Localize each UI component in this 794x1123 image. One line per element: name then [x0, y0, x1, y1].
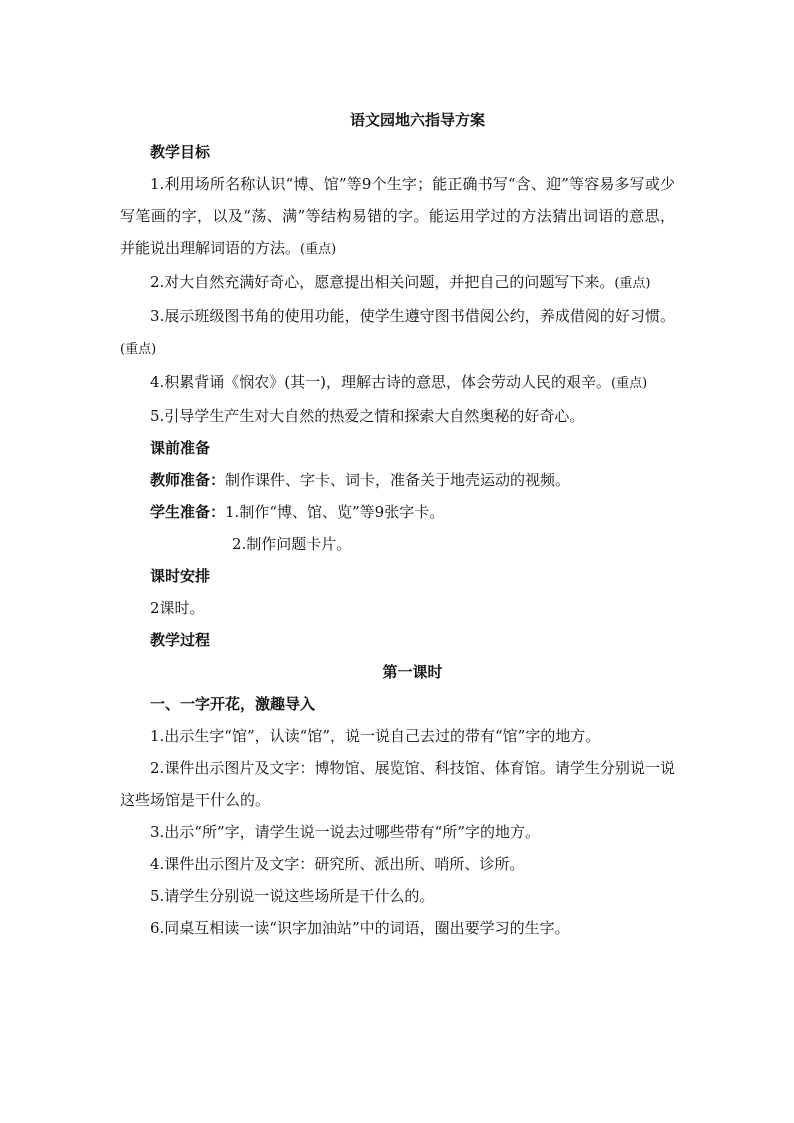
goal-item: 2.对大自然充满好奇心，愿意提出相关问题，并把自己的问题写下来。(重点) [150, 273, 651, 291]
step-item: 6.同桌互相读一读“识字加油站”中的词语，圈出要学习的生字。 [150, 919, 570, 937]
goals-heading: 教学目标 [150, 143, 211, 161]
key-point-tag: (重点) [300, 242, 337, 257]
step-item: 4.课件出示图片及文字：研究所、派出所、哨所、诊所。 [150, 855, 525, 873]
goal-item: 1.利用场所名称认识“博、馆”等9个生字；能正确书写“含、迎”等容易多写或少写笔画的字，以及“荡、满”等结构易错的字。能运用学过的方法猜出词语的意思，并能说出理解词语的方法。(重点) [120, 175, 675, 257]
key-point-tag: (重点) [614, 276, 651, 291]
section-heading: 一、一字开花，激趣导入 [150, 695, 316, 713]
goal-item: 3.展示班级图书角的使用功能，使学生遵守图书借阅公约，养成借阅的好习惯。(重点) [120, 307, 675, 357]
step-item: 5.请学生分别说一说这些场所是干什么的。 [150, 887, 435, 905]
student-prep-label: 学生准备： [150, 503, 226, 521]
schedule-text: 2课时。 [150, 599, 205, 617]
goal-item: 4.积累背诵《悯农》(其一)，理解古诗的意思，体会劳动人民的艰辛。(重点) [150, 373, 648, 391]
step-item: 3.出示“所”字，请学生说一说去过哪些带有“所”字的地方。 [150, 823, 540, 841]
schedule-heading: 课时安排 [150, 567, 211, 585]
goal-item: 5.引导学生产生对大自然的热爱之情和探索大自然奥秘的好奇心。 [150, 407, 585, 425]
teacher-prep-label: 教师准备： [150, 471, 226, 489]
student-prep [120, 496, 675, 528]
document-title: 语文园地六指导方案 [349, 111, 485, 129]
teacher-prep-text: 制作课件、字卡、词卡，准备关于地壳运动的视频。 [225, 471, 571, 489]
step-item: 1.出示生字“馆”，认读“馆”，说一说自己去过的带有“馆”字的地方。 [150, 727, 601, 745]
key-point-tag: (重点) [120, 342, 157, 357]
student-prep-item: 1.制作“博、馆、览”等9张字卡。 [225, 503, 445, 521]
key-point-tag: (重点) [611, 376, 648, 391]
teacher-prep [120, 464, 675, 496]
lesson-title: 第一课时 [382, 663, 443, 681]
prep-heading: 课前准备 [150, 439, 211, 457]
process-heading: 教学过程 [150, 631, 211, 649]
step-item: 2.课件出示图片及文字：博物馆、展览馆、科技馆、体育馆。请学生分别说一说这些场馆是干什么的。 [120, 759, 675, 809]
document-body [120, 104, 675, 944]
student-prep-item: 2.制作问题卡片。 [232, 535, 352, 553]
